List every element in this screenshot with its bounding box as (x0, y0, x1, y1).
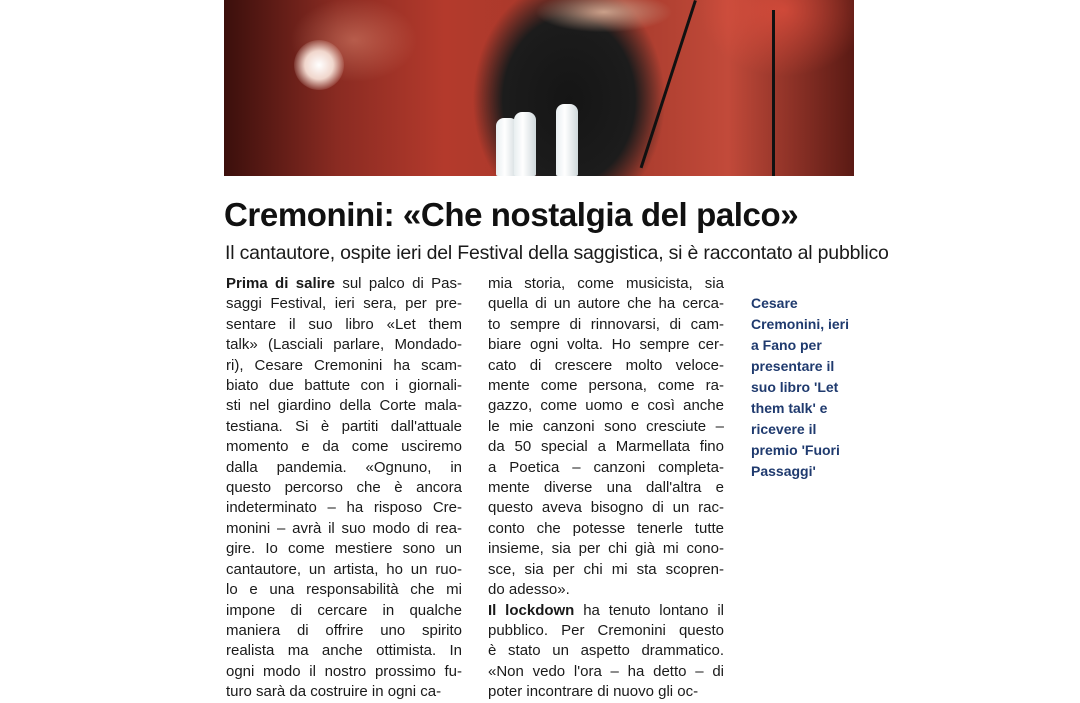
article-line-text: sce, sia per chi mi sta scopren- (488, 560, 724, 578)
article-line-text: conto che potesse tenerle tutte (488, 519, 724, 537)
article-line-text: testiana. Si è partiti dall'attuale (226, 417, 462, 435)
article-text-line (226, 580, 462, 600)
article-text-line (226, 519, 462, 539)
article-text-line (488, 294, 724, 314)
article-line-text: sti nel giardino della Corte mala- (226, 397, 462, 415)
article-line-text: saggi Festival, ieri sera, per pre- (226, 295, 462, 313)
article-line-text: cato di crescere molto veloce- (488, 356, 724, 374)
water-bottle (556, 104, 578, 176)
article-line-text: monini – avrà il suo modo di rea- (226, 519, 462, 537)
article-line-text: mia storia, come musicista, sia (488, 275, 724, 292)
article-text-line (226, 315, 462, 335)
article-text-line (226, 376, 462, 396)
article-line-text: quella di un autore che ha cerca- (488, 295, 724, 313)
article-line-text: è stato un aspetto drammatico. (488, 642, 724, 660)
caption-line: suo libro 'Let (751, 379, 839, 395)
article-line-text: questo aveva bisogno di un rac- (488, 499, 724, 517)
article-text-line (488, 682, 724, 702)
article-text-line (488, 560, 724, 580)
article-line-text: le mie canzoni sono cresciute – (488, 417, 724, 435)
article-text-line (488, 580, 724, 600)
article-text-line (488, 376, 724, 396)
article-text-line (226, 560, 462, 580)
article-text-line (488, 519, 724, 539)
article-text-line (226, 662, 462, 682)
article-text-line (226, 641, 462, 661)
article-text-line (488, 437, 724, 457)
microphone-stand-right (772, 10, 775, 176)
article-line-text: realista ma anche ottimista. In (226, 642, 462, 660)
article-line-text: ogni modo il nostro prossimo fu- (226, 662, 462, 680)
caption-line: ricevere il (751, 421, 817, 437)
caption-line: Passaggi' (751, 463, 816, 479)
article-line-text: lo e una responsabilità che mi (226, 581, 462, 599)
stage-lamp (294, 40, 344, 90)
caption-line: Cremonini, ieri (751, 316, 850, 332)
performer-arm (524, 0, 684, 40)
article-photo (224, 0, 854, 176)
article-column-1 (226, 274, 462, 703)
article-line-text: da 50 special a Marmellata fino (488, 438, 724, 456)
article-subheadline: Il cantautore, ospite ieri del Festival della saggistica, si è raccontato al pubblico (225, 242, 889, 264)
photo-caption (751, 293, 859, 482)
article-line-text: biato due battute con i giornali- (226, 377, 462, 395)
caption-line: a Fano per (751, 337, 822, 353)
caption-line: premio 'Fuori (751, 442, 840, 458)
caption-line: them talk' e (751, 400, 828, 416)
article-headline: Cremonini: «Che nostalgia del palco» (224, 196, 799, 233)
article-line-text: to sempre di rinnovarsi, di cam- (488, 315, 724, 333)
article-line-text: insieme, sia per chi già mi cono- (488, 540, 724, 558)
article-text-line (488, 356, 724, 376)
article-line-text: questo percorso che è ancora (226, 479, 462, 497)
article-text-line (226, 621, 462, 641)
article-lead-in: Prima di salire (226, 275, 335, 292)
article-text-line (226, 498, 462, 518)
caption-line: Cesare (751, 295, 798, 311)
article-text-line (226, 396, 462, 416)
article-text-line (488, 315, 724, 335)
article-text-line (488, 458, 724, 478)
article-text-line (226, 478, 462, 498)
article-line-text: ha tenuto lontano il (574, 601, 724, 619)
article-text-line (226, 539, 462, 559)
article-line-text: momento e da come usciremo (226, 438, 462, 456)
article-text-line (226, 682, 462, 702)
article-line-text: poter incontrare di nuovo gli oc- (488, 683, 699, 701)
article-text-line (488, 396, 724, 416)
article-text-line (226, 335, 462, 355)
water-bottle (514, 112, 536, 176)
article-text-line (488, 662, 724, 682)
article-line-text: sul palco di Pas- (334, 275, 462, 292)
article-line-text: biare ogni volta. Ho sempre cer- (488, 336, 724, 354)
article-text-line (488, 335, 724, 355)
article-line-text: gire. Io come mestiere sono un (226, 540, 462, 558)
article-line-text: dalla pandemia. «Ognuno, in (226, 458, 462, 476)
article-lead-in: Il lockdown (488, 601, 575, 619)
article-text-line (226, 437, 462, 457)
caption-line: presentare il (751, 358, 835, 374)
article-text-line (226, 274, 462, 294)
article-text-line (226, 356, 462, 376)
article-text-line (488, 478, 724, 498)
article-text-line (488, 621, 724, 641)
article-text-line (226, 294, 462, 314)
article-line-text: do adesso». (488, 581, 570, 599)
article-text-line (226, 417, 462, 437)
article-line-text: turo sarà da costruire in ogni ca- (226, 683, 442, 701)
article-column-2 (488, 274, 724, 703)
article-line-text: pubblico. Per Cremonini questo (488, 621, 724, 639)
article-line-text: talk» (Lasciali parlare, Mondado- (226, 336, 462, 354)
article-line-text: maniera di offrire uno spirito (226, 621, 462, 639)
article-line-text: indeterminato – ha risposo Cre- (226, 499, 462, 517)
article-line-text: mente diverse una dall'altra e (488, 479, 724, 497)
article-text-line (488, 601, 724, 621)
article-line-text: impone di cercare in qualche (226, 601, 462, 619)
article-line-text: gazzo, come uomo e così anche (488, 397, 724, 415)
article-text-line (488, 417, 724, 437)
article-text-line (488, 274, 724, 294)
article-line-text: sentare il suo libro «Let them (226, 315, 462, 333)
article-text-line (488, 539, 724, 559)
article-text-line (226, 601, 462, 621)
article-line-text: a Poetica – canzoni completa- (488, 458, 724, 476)
article-line-text: cantautore, un artista, ho un ruo- (226, 560, 462, 578)
article-text-line (488, 498, 724, 518)
article-text-line (226, 458, 462, 478)
article-line-text: mente come persona, come ra- (488, 377, 724, 395)
article-line-text: «Non vedo l'ora – ha detto – di (488, 662, 724, 680)
article-text-line (488, 641, 724, 661)
article-line-text: ri), Cesare Cremonini ha scam- (226, 356, 462, 374)
